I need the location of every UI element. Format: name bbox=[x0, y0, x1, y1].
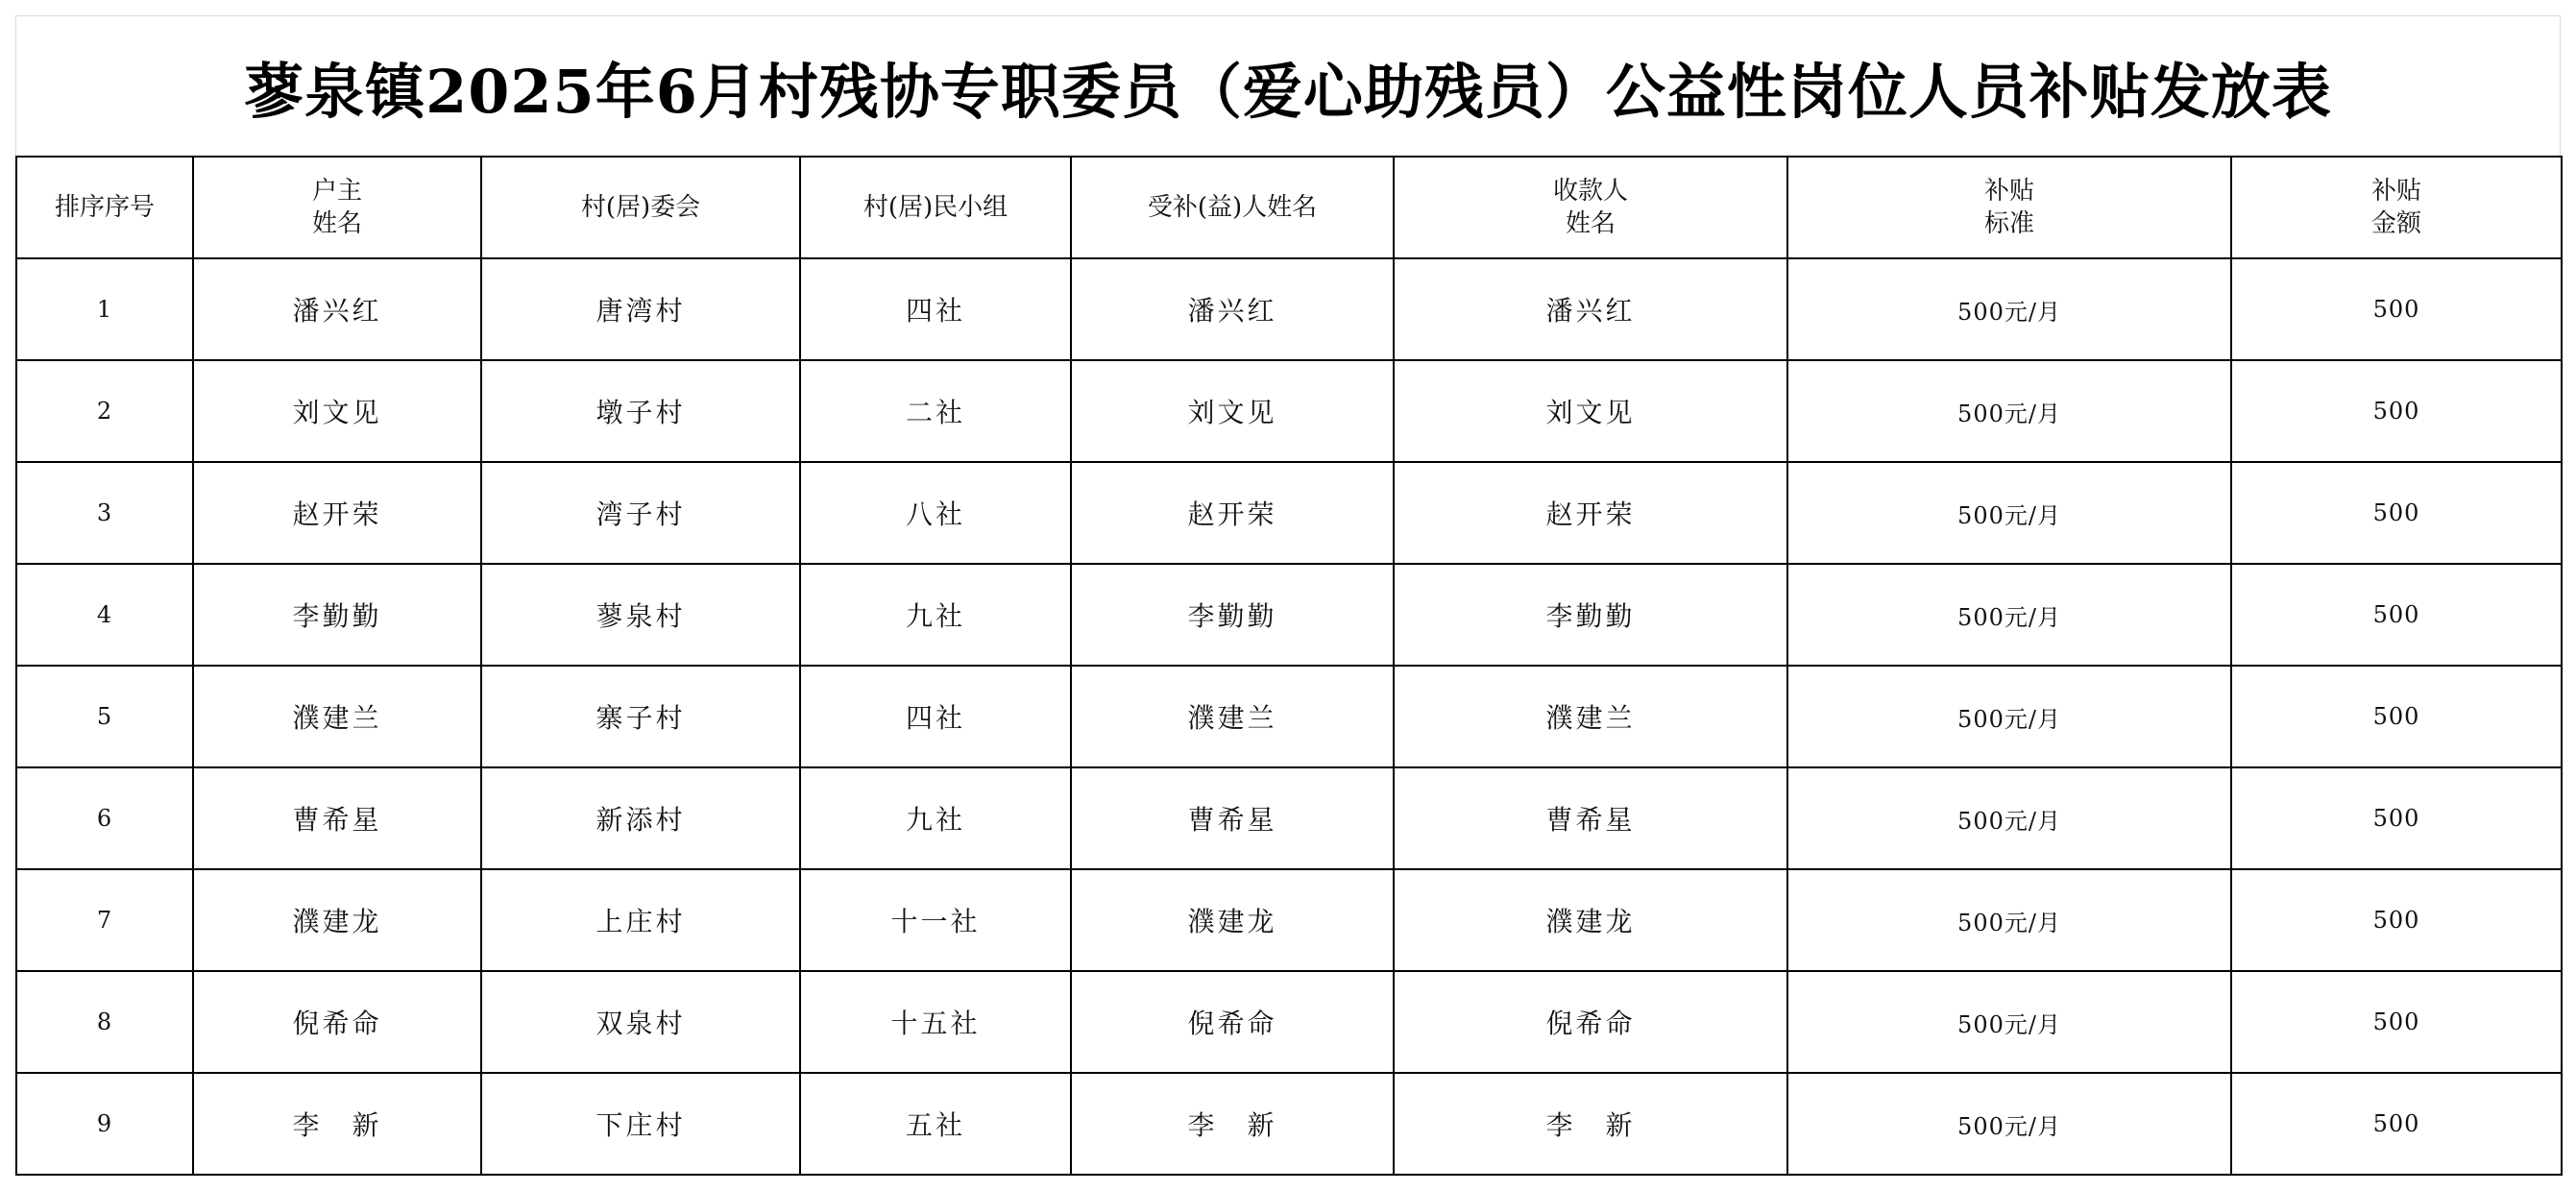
table-row bbox=[16, 462, 2562, 564]
beneficiary-cell: 李勤勤 bbox=[1071, 564, 1394, 666]
beneficiary-cell: 李 新 bbox=[1071, 1073, 1394, 1175]
group-cell: 九社 bbox=[800, 564, 1071, 666]
village-cell: 上庄村 bbox=[481, 869, 800, 971]
index-cell: 4 bbox=[16, 564, 193, 666]
payee-cell: 刘文见 bbox=[1394, 360, 1787, 462]
beneficiary-cell: 赵开荣 bbox=[1071, 462, 1394, 564]
village-cell: 唐湾村 bbox=[481, 258, 800, 360]
payee-cell: 倪希命 bbox=[1394, 971, 1787, 1073]
household-head-cell: 濮建龙 bbox=[193, 869, 481, 971]
beneficiary-cell: 濮建龙 bbox=[1071, 869, 1394, 971]
header-cell-index: 排序序号 bbox=[16, 157, 193, 258]
village-cell: 墩子村 bbox=[481, 360, 800, 462]
standard-cell: 500元/月 bbox=[1787, 666, 2231, 767]
village-cell: 新添村 bbox=[481, 767, 800, 869]
title-cell bbox=[15, 15, 2561, 157]
payee-cell: 曹希星 bbox=[1394, 767, 1787, 869]
payee-cell: 濮建兰 bbox=[1394, 666, 1787, 767]
group-cell: 十一社 bbox=[800, 869, 1071, 971]
payee-cell: 李勤勤 bbox=[1394, 564, 1787, 666]
village-cell: 下庄村 bbox=[481, 1073, 800, 1175]
beneficiary-cell: 曹希星 bbox=[1071, 767, 1394, 869]
amount-cell: 500 bbox=[2231, 971, 2562, 1073]
payee-cell: 濮建龙 bbox=[1394, 869, 1787, 971]
household-head-cell: 倪希命 bbox=[193, 971, 481, 1073]
standard-cell: 500元/月 bbox=[1787, 869, 2231, 971]
payee-cell: 赵开荣 bbox=[1394, 462, 1787, 564]
household-head-cell: 李勤勤 bbox=[193, 564, 481, 666]
payee-cell: 李 新 bbox=[1394, 1073, 1787, 1175]
standard-cell: 500元/月 bbox=[1787, 971, 2231, 1073]
subsidy-table bbox=[15, 156, 2563, 1176]
header-cell-beneficiary: 受补(益)人姓名 bbox=[1071, 157, 1394, 258]
table-row bbox=[16, 360, 2562, 462]
page-title: 蓼泉镇2025年6月村残协专职委员（爱心助残员）公益性岗位人员补贴发放表 bbox=[244, 56, 2332, 127]
group-cell: 八社 bbox=[800, 462, 1071, 564]
amount-cell: 500 bbox=[2231, 869, 2562, 971]
beneficiary-cell: 濮建兰 bbox=[1071, 666, 1394, 767]
amount-cell: 500 bbox=[2231, 1073, 2562, 1175]
group-cell: 五社 bbox=[800, 1073, 1071, 1175]
village-cell: 寨子村 bbox=[481, 666, 800, 767]
group-cell: 四社 bbox=[800, 666, 1071, 767]
household-head-cell: 曹希星 bbox=[193, 767, 481, 869]
header-cell-group: 村(居)民小组 bbox=[800, 157, 1071, 258]
village-cell: 湾子村 bbox=[481, 462, 800, 564]
standard-cell: 500元/月 bbox=[1787, 767, 2231, 869]
index-cell: 7 bbox=[16, 869, 193, 971]
table-row bbox=[16, 767, 2562, 869]
table-row bbox=[16, 1073, 2562, 1175]
header-cell-standard: 补贴 标准 bbox=[1787, 157, 2231, 258]
amount-cell: 500 bbox=[2231, 564, 2562, 666]
amount-cell: 500 bbox=[2231, 767, 2562, 869]
amount-cell: 500 bbox=[2231, 360, 2562, 462]
household-head-cell: 潘兴红 bbox=[193, 258, 481, 360]
amount-cell: 500 bbox=[2231, 258, 2562, 360]
table-row bbox=[16, 258, 2562, 360]
index-cell: 8 bbox=[16, 971, 193, 1073]
standard-cell: 500元/月 bbox=[1787, 360, 2231, 462]
table-row bbox=[16, 666, 2562, 767]
household-head-cell: 赵开荣 bbox=[193, 462, 481, 564]
spreadsheet bbox=[15, 15, 2561, 1178]
amount-cell: 500 bbox=[2231, 666, 2562, 767]
payee-cell: 潘兴红 bbox=[1394, 258, 1787, 360]
index-cell: 1 bbox=[16, 258, 193, 360]
village-cell: 蓼泉村 bbox=[481, 564, 800, 666]
beneficiary-cell: 潘兴红 bbox=[1071, 258, 1394, 360]
header-cell-amount: 补贴 金额 bbox=[2231, 157, 2562, 258]
header-cell-village: 村(居)委会 bbox=[481, 157, 800, 258]
beneficiary-cell: 倪希命 bbox=[1071, 971, 1394, 1073]
header-cell-household-head: 户主 姓名 bbox=[193, 157, 481, 258]
header-cell-payee: 收款人 姓名 bbox=[1394, 157, 1787, 258]
standard-cell: 500元/月 bbox=[1787, 462, 2231, 564]
standard-cell: 500元/月 bbox=[1787, 1073, 2231, 1175]
household-head-cell: 李 新 bbox=[193, 1073, 481, 1175]
table-row bbox=[16, 971, 2562, 1073]
index-cell: 2 bbox=[16, 360, 193, 462]
index-cell: 3 bbox=[16, 462, 193, 564]
household-head-cell: 刘文见 bbox=[193, 360, 481, 462]
standard-cell: 500元/月 bbox=[1787, 258, 2231, 360]
index-cell: 9 bbox=[16, 1073, 193, 1175]
header-row bbox=[16, 157, 2562, 258]
village-cell: 双泉村 bbox=[481, 971, 800, 1073]
household-head-cell: 濮建兰 bbox=[193, 666, 481, 767]
table-row bbox=[16, 564, 2562, 666]
index-cell: 6 bbox=[16, 767, 193, 869]
table-row bbox=[16, 869, 2562, 971]
amount-cell: 500 bbox=[2231, 462, 2562, 564]
group-cell: 九社 bbox=[800, 767, 1071, 869]
group-cell: 十五社 bbox=[800, 971, 1071, 1073]
standard-cell: 500元/月 bbox=[1787, 564, 2231, 666]
group-cell: 二社 bbox=[800, 360, 1071, 462]
group-cell: 四社 bbox=[800, 258, 1071, 360]
beneficiary-cell: 刘文见 bbox=[1071, 360, 1394, 462]
index-cell: 5 bbox=[16, 666, 193, 767]
